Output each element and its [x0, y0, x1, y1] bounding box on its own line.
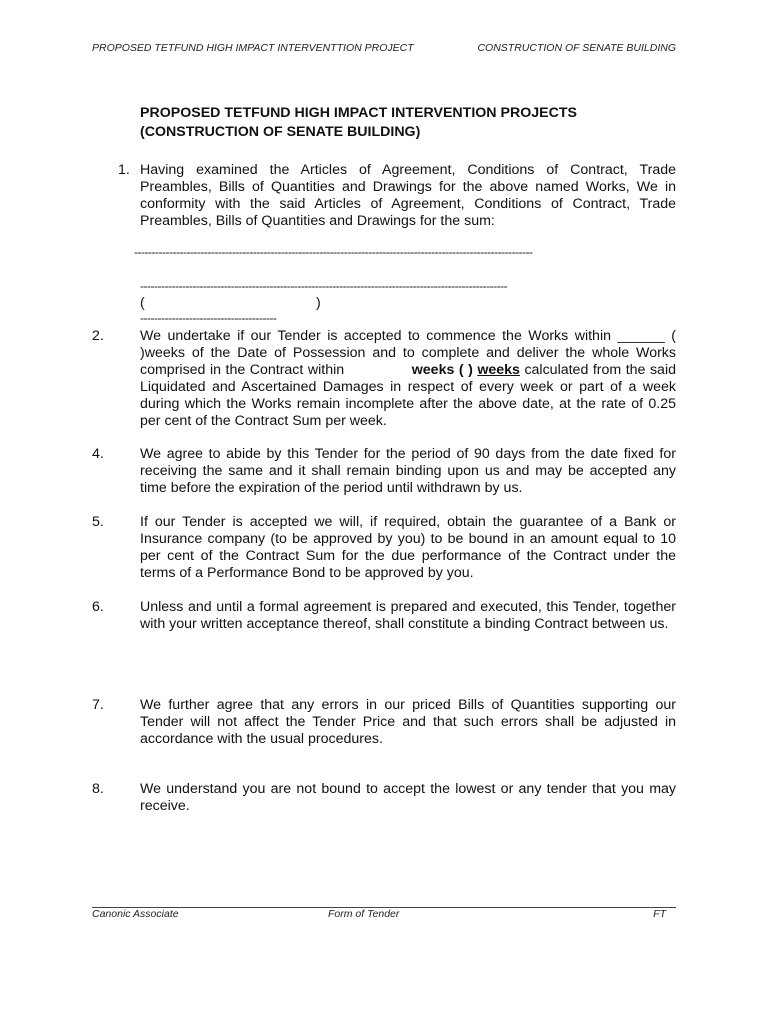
sum-blank-line-1: ------------------------------------------------------------------------------------------------------------------	[134, 245, 533, 259]
clause-number: 2.	[92, 328, 104, 344]
clause-text: If our Tender is accepted we will, if required, obtain the guarantee of a Bank or Insurance company (to be approved by you) to be bound in an amount equal to 10 per cent of the Contract Sum for the due performance of the Contract under the terms of a Performance Bond to be approved by you.	[140, 514, 676, 581]
clause-number: 1.	[118, 162, 130, 178]
clause-5	[92, 514, 676, 582]
clause-text: Having examined the Articles of Agreement, Conditions of Contract, Trade Preambles, Bills of Quantities and Drawings for the above named Works, We in conformity with the said Articles of Agreement, Conditions of Contract, Trade Preambles, Bills of Quantities and Drawings for the sum:	[140, 162, 676, 229]
clause-text: Unless and until a formal agreement is prepared and executed, this Tender, together with your written acceptance thereof, shall constitute a binding Contract between us.	[140, 599, 676, 632]
footer-right-text: FT	[653, 908, 666, 920]
clause-4	[92, 446, 676, 497]
sum-words-blank	[140, 295, 330, 312]
header-right-text: CONSTRUCTION OF SENATE BUILDING	[477, 42, 676, 54]
weeks-bold: weeks ( )	[411, 362, 473, 378]
clause-text: We understand you are not bound to accept the lowest or any tender that you may receive.	[140, 781, 676, 814]
clause-7	[92, 697, 676, 748]
clause-number: 7.	[92, 697, 104, 713]
clause-number: 5.	[92, 514, 104, 530]
sum-blank-line-3: ---------------------------------------	[140, 311, 277, 325]
document-title	[140, 104, 680, 142]
footer-center-text: Form of Tender	[328, 908, 400, 920]
clause-number: 6.	[92, 599, 104, 615]
title-line-2: (CONSTRUCTION OF SENATE BUILDING)	[140, 124, 421, 140]
clause-2	[92, 328, 676, 430]
clause-text	[140, 328, 676, 430]
page-footer	[92, 907, 676, 922]
open-paren: (	[140, 295, 145, 311]
clause-8	[92, 781, 676, 815]
header-left-text: PROPOSED TETFUND HIGH IMPACT INTERVENTTION PROJECT	[92, 42, 414, 54]
title-line-1: PROPOSED TETFUND HIGH IMPACT INTERVENTION PROJECTS	[140, 105, 577, 121]
clause-number: 4.	[92, 446, 104, 462]
clause-text-part-b: calculated from the said Liquidated and Ascertained Damages in respect of every week or part of a week during which the Works remain incomplete after the above date, at the rate of 0.25 per cent of the Contract Sum per week.	[140, 362, 676, 429]
weeks-bold-underlined: weeks	[477, 362, 520, 378]
clause-text-part-a: We undertake if our Tender is accepted to commence the Works within ______ ( )weeks of the Date of Possession and to complete and deliver the whole Works comprised in the Contract within	[140, 328, 676, 378]
sum-blank-line-2: ---------------------------------------------------------------------------------------------------------	[140, 279, 508, 293]
clause-6	[92, 599, 676, 633]
clause-text: We agree to abide by this Tender for the period of 90 days from the date fixed for receiving the same and it shall remain binding upon us and may be accepted any time before the expiration of the period until withdrawn by us.	[140, 446, 676, 496]
close-paren: )	[316, 295, 321, 311]
clause-number: 8.	[92, 781, 104, 797]
clause-text: We further agree that any errors in our priced Bills of Quantities supporting our Tender will not affect the Tender Price and that such errors shall be adjusted in accordance with the usual procedures.	[140, 697, 676, 747]
clause-1	[92, 162, 676, 230]
footer-left-text: Canonic Associate	[92, 908, 179, 920]
